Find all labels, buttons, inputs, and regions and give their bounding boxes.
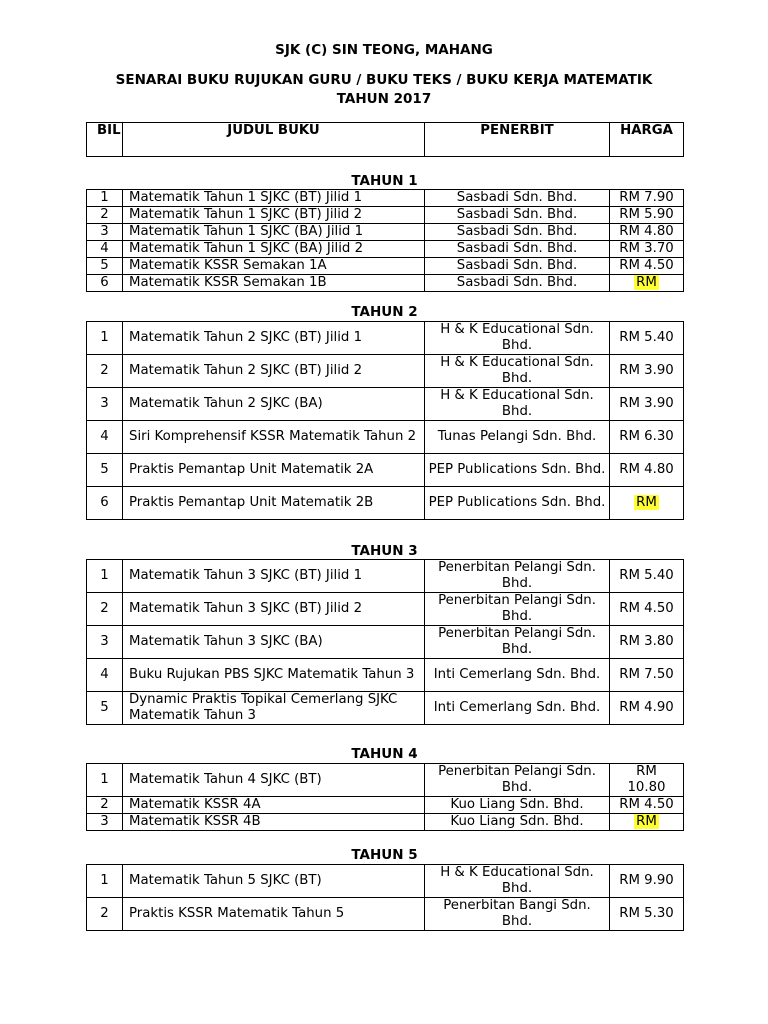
cell-judul: Matematik Tahun 1 SJKC (BA) Jilid 2 bbox=[123, 241, 425, 258]
cell-bil: 5 bbox=[87, 258, 123, 275]
cell-bil: 1 bbox=[87, 764, 123, 797]
cell-bil: 5 bbox=[87, 454, 123, 487]
table-row bbox=[87, 692, 684, 725]
cell-judul: Matematik Tahun 1 SJKC (BA) Jilid 1 bbox=[123, 224, 425, 241]
cell-bil: 6 bbox=[87, 275, 123, 292]
cell-bil: 1 bbox=[87, 322, 123, 355]
cell-bil: 4 bbox=[87, 421, 123, 454]
header-judul: JUDUL BUKU bbox=[123, 123, 425, 157]
cell-penerbit: H & K Educational Sdn. Bhd. bbox=[425, 865, 610, 898]
table-row bbox=[87, 814, 684, 831]
highlighted-price: RM bbox=[636, 495, 657, 510]
cell-harga: RM 3.90 bbox=[610, 388, 684, 421]
cell-harga: RM 3.90 bbox=[610, 355, 684, 388]
table-row bbox=[87, 898, 684, 931]
header-harga: HARGA bbox=[610, 123, 684, 157]
cell-bil: 2 bbox=[87, 797, 123, 814]
cell-bil: 2 bbox=[87, 898, 123, 931]
cell-harga: RM 4.80 bbox=[610, 454, 684, 487]
cell-penerbit: Penerbitan Bangi Sdn. Bhd. bbox=[425, 898, 610, 931]
cell-harga: RM 4.50 bbox=[610, 593, 684, 626]
cell-harga: RM 4.50 bbox=[610, 797, 684, 814]
table-row bbox=[87, 207, 684, 224]
table-row bbox=[87, 355, 684, 388]
cell-bil: 3 bbox=[87, 626, 123, 659]
cell-harga: RM 7.90 bbox=[610, 190, 684, 207]
section-title-tahun-5: TAHUN 5 bbox=[351, 847, 418, 863]
cell-penerbit: Sasbadi Sdn. Bhd. bbox=[425, 190, 610, 207]
cell-judul: Praktis Pemantap Unit Matematik 2B bbox=[123, 487, 425, 520]
document-title: SENARAI BUKU RUJUKAN GURU / BUKU TEKS / BUKU KERJA MATEMATIK bbox=[115, 72, 653, 88]
table-row bbox=[87, 322, 684, 355]
table-tahun-1 bbox=[86, 189, 684, 292]
cell-judul: Matematik Tahun 3 SJKC (BA) bbox=[123, 626, 425, 659]
cell-judul: Matematik Tahun 1 SJKC (BT) Jilid 2 bbox=[123, 207, 425, 224]
header-penerbit: PENERBIT bbox=[425, 123, 610, 157]
cell-bil: 1 bbox=[87, 560, 123, 593]
cell-judul: Praktis Pemantap Unit Matematik 2A bbox=[123, 454, 425, 487]
cell-penerbit: Sasbadi Sdn. Bhd. bbox=[425, 275, 610, 292]
cell-harga bbox=[610, 487, 684, 520]
cell-judul: Matematik Tahun 3 SJKC (BT) Jilid 1 bbox=[123, 560, 425, 593]
cell-penerbit: Kuo Liang Sdn. Bhd. bbox=[425, 814, 610, 831]
cell-penerbit: Penerbitan Pelangi Sdn. Bhd. bbox=[425, 626, 610, 659]
cell-judul: Matematik KSSR 4A bbox=[123, 797, 425, 814]
table-row bbox=[87, 797, 684, 814]
cell-penerbit: Sasbadi Sdn. Bhd. bbox=[425, 258, 610, 275]
table-row bbox=[87, 560, 684, 593]
highlighted-price: RM bbox=[636, 814, 657, 829]
table-row bbox=[87, 865, 684, 898]
table-row bbox=[87, 190, 684, 207]
cell-judul: Praktis KSSR Matematik Tahun 5 bbox=[123, 898, 425, 931]
cell-penerbit: Inti Cemerlang Sdn. Bhd. bbox=[425, 692, 610, 725]
column-header-table bbox=[86, 122, 684, 157]
cell-penerbit: Sasbadi Sdn. Bhd. bbox=[425, 241, 610, 258]
cell-bil: 3 bbox=[87, 388, 123, 421]
cell-harga: RM 4.50 bbox=[610, 258, 684, 275]
cell-penerbit: Sasbadi Sdn. Bhd. bbox=[425, 207, 610, 224]
cell-bil: 2 bbox=[87, 207, 123, 224]
table-row bbox=[87, 421, 684, 454]
table-row bbox=[87, 659, 684, 692]
cell-judul: Matematik Tahun 4 SJKC (BT) bbox=[123, 764, 425, 797]
section-title-tahun-4: TAHUN 4 bbox=[351, 746, 418, 762]
cell-bil: 1 bbox=[87, 865, 123, 898]
table-tahun-4 bbox=[86, 763, 684, 831]
highlighted-price: RM bbox=[636, 275, 657, 290]
table-tahun-3 bbox=[86, 559, 684, 725]
cell-penerbit: Penerbitan Pelangi Sdn. Bhd. bbox=[425, 764, 610, 797]
cell-harga: RM 9.90 bbox=[610, 865, 684, 898]
header-row bbox=[87, 123, 684, 157]
cell-judul: Matematik Tahun 2 SJKC (BT) Jilid 1 bbox=[123, 322, 425, 355]
cell-penerbit: Inti Cemerlang Sdn. Bhd. bbox=[425, 659, 610, 692]
table-row bbox=[87, 593, 684, 626]
cell-judul: Matematik Tahun 2 SJKC (BA) bbox=[123, 388, 425, 421]
table-row bbox=[87, 626, 684, 659]
cell-bil: 2 bbox=[87, 593, 123, 626]
cell-judul: Matematik Tahun 5 SJKC (BT) bbox=[123, 865, 425, 898]
cell-penerbit: PEP Publications Sdn. Bhd. bbox=[425, 487, 610, 520]
cell-bil: 5 bbox=[87, 692, 123, 725]
table-row bbox=[87, 764, 684, 797]
cell-bil: 4 bbox=[87, 659, 123, 692]
cell-penerbit: Sasbadi Sdn. Bhd. bbox=[425, 224, 610, 241]
cell-harga: RM 6.30 bbox=[610, 421, 684, 454]
cell-harga bbox=[610, 275, 684, 292]
cell-harga: RM 4.90 bbox=[610, 692, 684, 725]
cell-judul: Matematik Tahun 3 SJKC (BT) Jilid 2 bbox=[123, 593, 425, 626]
cell-judul: Matematik KSSR Semakan 1A bbox=[123, 258, 425, 275]
cell-harga: RM 3.70 bbox=[610, 241, 684, 258]
cell-judul: Matematik KSSR 4B bbox=[123, 814, 425, 831]
cell-harga: RM 5.40 bbox=[610, 560, 684, 593]
table-tahun-2 bbox=[86, 321, 684, 520]
cell-judul: Matematik Tahun 1 SJKC (BT) Jilid 1 bbox=[123, 190, 425, 207]
cell-harga bbox=[610, 814, 684, 831]
cell-penerbit: Tunas Pelangi Sdn. Bhd. bbox=[425, 421, 610, 454]
cell-harga: RM 4.80 bbox=[610, 224, 684, 241]
cell-penerbit: PEP Publications Sdn. Bhd. bbox=[425, 454, 610, 487]
cell-judul: Siri Komprehensif KSSR Matematik Tahun 2 bbox=[123, 421, 425, 454]
cell-penerbit: H & K Educational Sdn. Bhd. bbox=[425, 355, 610, 388]
cell-harga: RM 5.90 bbox=[610, 207, 684, 224]
cell-bil: 4 bbox=[87, 241, 123, 258]
cell-penerbit: H & K Educational Sdn. Bhd. bbox=[425, 388, 610, 421]
cell-judul: Matematik Tahun 2 SJKC (BT) Jilid 2 bbox=[123, 355, 425, 388]
cell-harga: RM 3.80 bbox=[610, 626, 684, 659]
table-row bbox=[87, 258, 684, 275]
cell-judul: Matematik KSSR Semakan 1B bbox=[123, 275, 425, 292]
cell-penerbit: Kuo Liang Sdn. Bhd. bbox=[425, 797, 610, 814]
section-title-tahun-1: TAHUN 1 bbox=[351, 173, 418, 189]
table-row bbox=[87, 487, 684, 520]
cell-bil: 6 bbox=[87, 487, 123, 520]
section-title-tahun-2: TAHUN 2 bbox=[351, 304, 418, 320]
cell-harga: RM 10.80 bbox=[610, 764, 684, 797]
cell-judul: Dynamic Praktis Topikal Cemerlang SJKC Matematik Tahun 3 bbox=[123, 692, 425, 725]
table-row bbox=[87, 224, 684, 241]
section-title-tahun-3: TAHUN 3 bbox=[351, 543, 418, 559]
document-year: TAHUN 2017 bbox=[336, 91, 432, 107]
cell-bil: 3 bbox=[87, 814, 123, 831]
table-row bbox=[87, 388, 684, 421]
header-bil: BIL bbox=[87, 123, 123, 157]
table-row bbox=[87, 454, 684, 487]
cell-bil: 2 bbox=[87, 355, 123, 388]
cell-bil: 1 bbox=[87, 190, 123, 207]
cell-penerbit: Penerbitan Pelangi Sdn. Bhd. bbox=[425, 560, 610, 593]
table-row bbox=[87, 241, 684, 258]
cell-judul: Buku Rujukan PBS SJKC Matematik Tahun 3 bbox=[123, 659, 425, 692]
cell-harga: RM 7.50 bbox=[610, 659, 684, 692]
cell-penerbit: Penerbitan Pelangi Sdn. Bhd. bbox=[425, 593, 610, 626]
table-row bbox=[87, 275, 684, 292]
school-name: SJK (C) SIN TEONG, MAHANG bbox=[275, 42, 493, 58]
cell-bil: 3 bbox=[87, 224, 123, 241]
cell-harga: RM 5.40 bbox=[610, 322, 684, 355]
table-tahun-5 bbox=[86, 864, 684, 931]
cell-penerbit: H & K Educational Sdn. Bhd. bbox=[425, 322, 610, 355]
cell-harga: RM 5.30 bbox=[610, 898, 684, 931]
